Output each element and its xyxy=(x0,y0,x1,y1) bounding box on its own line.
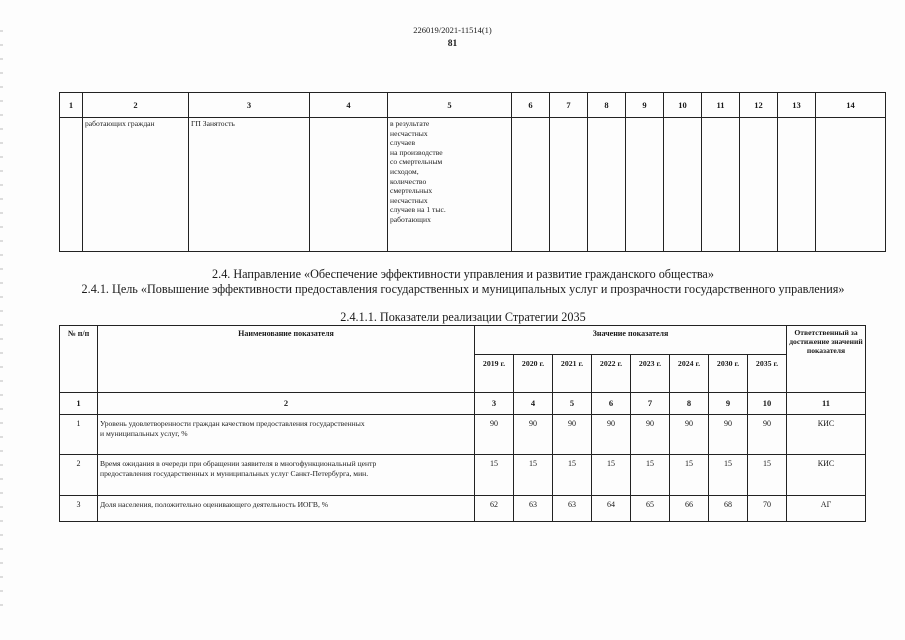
col-number: 3 xyxy=(475,393,514,415)
year-header: 2021 г. xyxy=(553,355,592,393)
indicators-title: 2.4.1.1. Показатели реализации Стратегии 2035 xyxy=(340,310,586,324)
col-number: 10 xyxy=(664,93,702,118)
col-number: 11 xyxy=(702,93,740,118)
indicator-line: в результате xyxy=(390,119,430,128)
direction-heading: 2.4. Направление «Обеспечение эффективности управления и развитие гражданского общества» xyxy=(212,267,714,281)
responsible-cell: КИС xyxy=(787,455,866,496)
year-header: 2019 г. xyxy=(475,355,514,393)
header-num: № п/п xyxy=(60,326,98,393)
cell-category: работающих граждан xyxy=(83,118,189,252)
col-number: 14 xyxy=(816,93,886,118)
col-number: 11 xyxy=(787,393,866,415)
column-number-row xyxy=(60,93,886,118)
table-row xyxy=(60,455,866,496)
indicator-line: случаев xyxy=(390,138,416,148)
value-cell: 90 xyxy=(670,415,709,455)
cell-empty xyxy=(664,118,702,252)
value-cell: 15 xyxy=(592,455,631,496)
year-header: 2035 г. xyxy=(748,355,787,393)
goal-heading: 2.4.1. Цель «Повышение эффективности предоставления государственных и муниципальных услуг и прозрачности государственного управления» xyxy=(81,282,845,296)
value-cell: 90 xyxy=(514,415,553,455)
cell-indicator-text xyxy=(388,118,512,252)
indicator-line: смертельных xyxy=(390,186,433,196)
cell-empty xyxy=(740,118,778,252)
indicator-line: работающих xyxy=(390,214,431,224)
value-cell: 68 xyxy=(709,496,748,522)
header-name: Наименование показателя xyxy=(98,326,475,393)
indicator-line: на производстве xyxy=(390,147,443,157)
page-number: 81 xyxy=(447,39,458,49)
scan-margin-artifact xyxy=(0,30,3,610)
col-number: 2 xyxy=(98,393,475,415)
responsible-cell: АГ xyxy=(787,496,866,522)
cell-empty xyxy=(512,118,550,252)
value-cell: 15 xyxy=(631,455,670,496)
value-cell: 90 xyxy=(592,415,631,455)
value-cell: 65 xyxy=(631,496,670,522)
value-cell: 90 xyxy=(553,415,592,455)
value-cell: 15 xyxy=(748,455,787,496)
cell-empty xyxy=(778,118,816,252)
continuation-row xyxy=(60,118,886,252)
continuation-table xyxy=(59,92,886,252)
year-header: 2022 г. xyxy=(592,355,631,393)
col-number: 5 xyxy=(553,393,592,415)
col-number: 7 xyxy=(550,93,588,118)
cell-empty xyxy=(550,118,588,252)
col-number: 6 xyxy=(592,393,631,415)
value-cell: 64 xyxy=(592,496,631,522)
value-cell: 90 xyxy=(709,415,748,455)
value-cell: 63 xyxy=(514,496,553,522)
year-header: 2030 г. xyxy=(709,355,748,393)
cell-empty xyxy=(60,118,83,252)
col-number: 1 xyxy=(60,393,98,415)
col-number: 5 xyxy=(388,93,512,118)
indicator-name: Уровень удовлетворенности граждан качеством предоставления государственных и муниципальных услуг, % xyxy=(98,415,475,455)
col-number: 10 xyxy=(748,393,787,415)
col-number: 3 xyxy=(189,93,310,118)
value-cell: 62 xyxy=(475,496,514,522)
col-number: 4 xyxy=(310,93,388,118)
col-number: 2 xyxy=(83,93,189,118)
value-cell: 90 xyxy=(631,415,670,455)
value-cell: 70 xyxy=(748,496,787,522)
col-number: 12 xyxy=(740,93,778,118)
cell-empty xyxy=(702,118,740,252)
header-responsible: Ответственный за достижение значений показателя xyxy=(787,326,866,393)
value-cell: 15 xyxy=(553,455,592,496)
cell-empty xyxy=(588,118,626,252)
table-row xyxy=(60,415,866,455)
value-cell: 15 xyxy=(670,455,709,496)
indicators-table xyxy=(59,325,866,522)
value-cell: 90 xyxy=(748,415,787,455)
cell-empty xyxy=(310,118,388,252)
column-number-row xyxy=(60,393,866,415)
header-row xyxy=(60,326,866,355)
value-cell: 15 xyxy=(709,455,748,496)
col-number: 8 xyxy=(670,393,709,415)
row-num: 1 xyxy=(60,415,98,455)
col-number: 13 xyxy=(778,93,816,118)
cell-empty xyxy=(816,118,886,252)
col-number: 7 xyxy=(631,393,670,415)
value-cell: 66 xyxy=(670,496,709,522)
cell-program: ГП Занятость xyxy=(189,118,310,252)
indicator-line: несчастных xyxy=(390,128,428,138)
col-number: 9 xyxy=(626,93,664,118)
col-number: 4 xyxy=(514,393,553,415)
document-id: 226019/2021-11514(1) xyxy=(413,25,492,35)
year-header: 2020 г. xyxy=(514,355,553,393)
row-num: 2 xyxy=(60,455,98,496)
indicator-line: со смертельным xyxy=(390,157,443,167)
indicator-name: Доля населения, положительно оценивающего деятельность ИОГВ, % xyxy=(98,496,475,522)
row-num: 3 xyxy=(60,496,98,522)
table-row xyxy=(60,496,866,522)
year-header: 2024 г. xyxy=(670,355,709,393)
cell-empty xyxy=(626,118,664,252)
year-header: 2023 г. xyxy=(631,355,670,393)
col-number: 6 xyxy=(512,93,550,118)
value-cell: 90 xyxy=(475,415,514,455)
indicator-line: случаев на 1 тыс. xyxy=(390,205,446,215)
value-cell: 15 xyxy=(514,455,553,496)
indicator-line: количество xyxy=(390,176,427,186)
indicator-name: Время ожидания в очереди при обращении заявителя в многофункциональный центр предоставления государственных и муниципальных услуг Санкт-Петербурга, мин. xyxy=(98,455,475,496)
value-cell: 15 xyxy=(475,455,514,496)
header-value: Значение показателя xyxy=(475,326,787,355)
col-number: 9 xyxy=(709,393,748,415)
indicator-line: исходом, xyxy=(390,166,419,176)
value-cell: 63 xyxy=(553,496,592,522)
col-number: 1 xyxy=(60,93,83,118)
responsible-cell: КИС xyxy=(787,415,866,455)
indicator-line: несчастных xyxy=(390,195,428,205)
col-number: 8 xyxy=(588,93,626,118)
